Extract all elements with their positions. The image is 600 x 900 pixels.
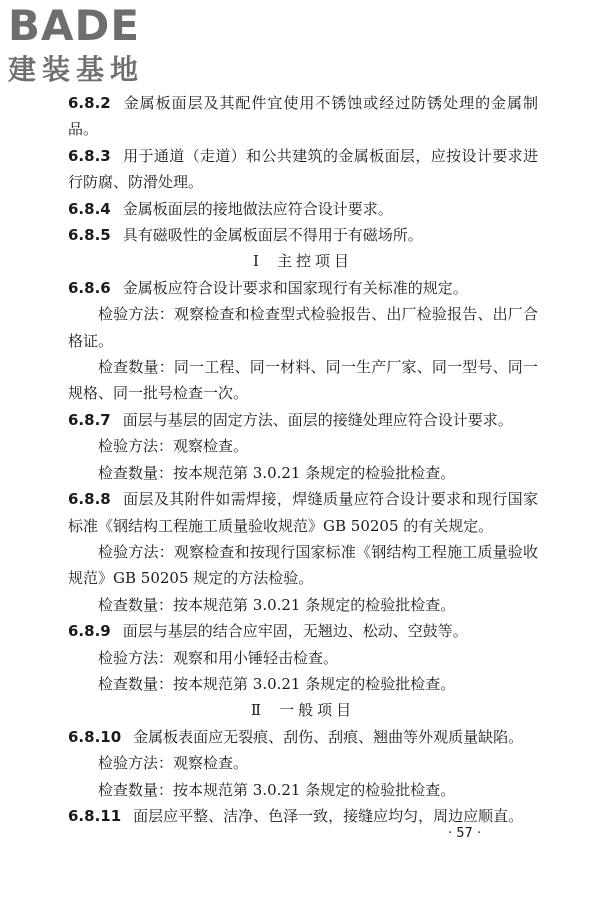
clause-6-8-10 [68, 724, 538, 750]
section-roman-numeral: Ⅱ [250, 701, 266, 720]
clause-6-8-9 [68, 618, 538, 644]
page-number: · 57 · [448, 826, 482, 841]
clause-6-8-7 [68, 407, 538, 433]
clause-number: 6.8.8 [68, 490, 111, 509]
section-heading [68, 697, 538, 723]
inspection-paragraph: 检查数量：按本规范第 3.0.21 条规定的检验批检查。 [98, 674, 456, 693]
clause-number: 6.8.3 [68, 146, 111, 165]
section-title: 主控项目 [276, 252, 353, 271]
clause-6-8-8 [68, 486, 538, 539]
clause-number: 6.8.5 [68, 226, 111, 245]
document-body [68, 90, 538, 829]
clause-number: 6.8.2 [68, 94, 111, 112]
inspection-paragraph: 检验方法：观察检查。 [98, 437, 249, 456]
inspection-paragraph: 检查数量：按本规范第 3.0.21 条规定的检验批检查。 [98, 463, 456, 482]
inspection-paragraph: 检查数量：按本规范第 3.0.21 条规定的检验批检查。 [98, 595, 456, 614]
inspection-paragraph: 检验方法：观察和用小锤轻击检查。 [98, 648, 339, 667]
bade-logo [8, 1, 178, 90]
clause-number: 6.8.10 [68, 727, 122, 746]
inspection-paragraph: 检查数量：同一工程、同一材料、同一生产厂家、同一型号、同一规格、同一批号检查一次。 [68, 358, 538, 403]
section-title: 一般项目 [279, 701, 356, 720]
clause-text: 面层与基层的结合应牢固，无翘边、松动、空鼓等。 [122, 622, 468, 641]
clause-number: 6.8.6 [68, 278, 111, 297]
clause-6-8-2 [68, 90, 538, 143]
logo-wordmark: BADE [8, 1, 141, 50]
clause-text: 金属板面层及其配件宜使用不锈蚀或经过防锈处理的金属制品。 [68, 94, 538, 139]
clause-number: 6.8.4 [68, 199, 111, 218]
section-roman-numeral: Ⅰ [253, 252, 263, 271]
inspection-paragraph: 检查数量：按本规范第 3.0.21 条规定的检验批检查。 [98, 780, 456, 799]
clause-6-8-6 [68, 275, 538, 301]
logo-chinese-text: 建装基地 [8, 53, 145, 86]
clause-6-8-3 [68, 143, 538, 196]
clause-6-8-5 [68, 222, 538, 248]
clause-number: 6.8.9 [68, 622, 111, 641]
clause-text: 金属板表面应无裂痕、刮伤、刮痕、翘曲等外观质量缺陷。 [133, 727, 524, 746]
clause-text: 用于通道（走道）和公共建筑的金属板面层，应按设计要求进行防腐、防滑处理。 [68, 146, 538, 192]
inspection-paragraph: 检验方法：观察检查和检查型式检验报告、出厂检验报告、出厂合格证。 [68, 305, 538, 350]
clause-text: 金属板应符合设计要求和国家现行有关标准的规定。 [122, 278, 468, 297]
clause-number: 6.8.11 [68, 806, 122, 825]
clause-number: 6.8.7 [68, 410, 111, 429]
clause-text: 面层与基层的固定方法、面层的接缝处理应符合设计要求。 [122, 410, 513, 429]
clause-text: 金属板面层的接地做法应符合设计要求。 [122, 199, 393, 218]
clause-text: 具有磁吸性的金属板面层不得用于有磁场所。 [122, 226, 423, 245]
inspection-paragraph: 检验方法：观察检查和按现行国家标准《钢结构工程施工质量验收规范》GB 50205 规定的方法检验。 [68, 542, 538, 588]
clause-6-8-4 [68, 196, 538, 222]
clause-text: 面层及其附件如需焊接，焊缝质量应符合设计要求和现行国家标准《钢结构工程施工质量验收规范》GB 50205 的有关规定。 [68, 490, 538, 535]
inspection-paragraph: 检验方法：观察检查。 [98, 754, 249, 773]
section-heading [68, 248, 538, 274]
clause-text: 面层应平整、洁净、色泽一致，接缝应均匀，周边应顺直。 [133, 806, 524, 825]
